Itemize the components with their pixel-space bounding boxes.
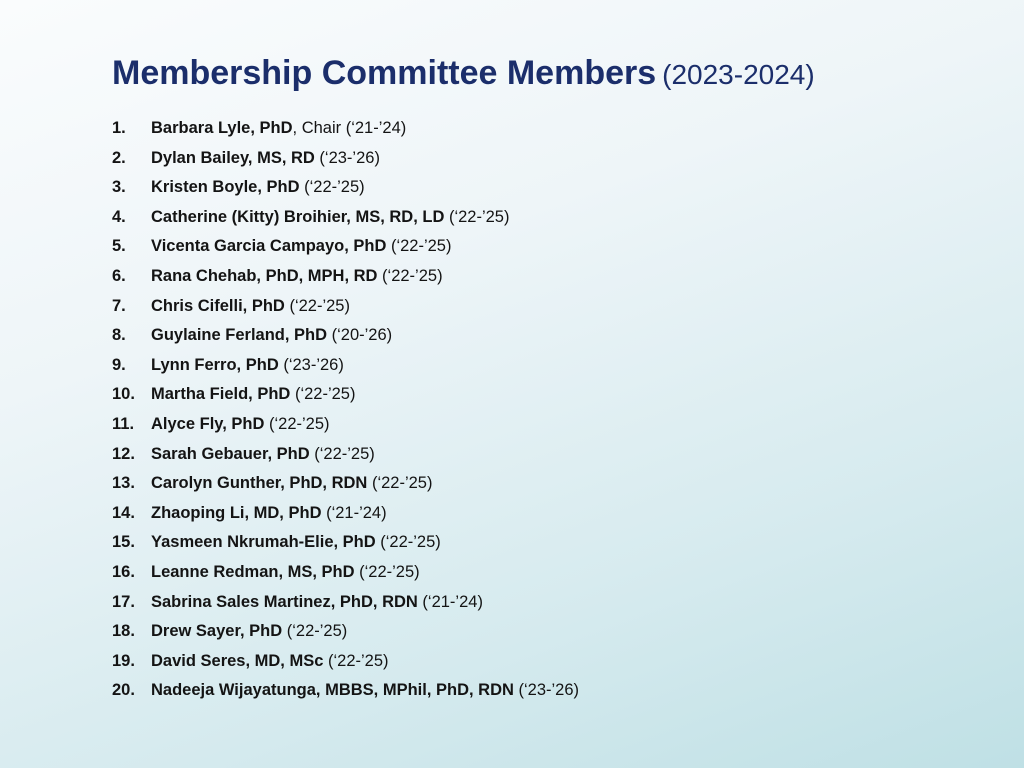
- member-term: (‘23-’26): [314, 148, 380, 167]
- member-name: Sarah Gebauer, PhD: [151, 444, 310, 463]
- member-name: Chris Cifelli, PhD: [151, 296, 285, 315]
- member-name: Leanne Redman, MS, PhD: [151, 562, 355, 581]
- member-number: 19.: [112, 651, 135, 670]
- member-term: (‘22-’25): [354, 562, 420, 581]
- member-number: 3.: [112, 178, 126, 197]
- member-name: Catherine (Kitty) Broihier, MS, RD, LD: [151, 207, 445, 226]
- list-item: [112, 292, 579, 322]
- member-number: 1.: [112, 119, 126, 137]
- list-item: [112, 499, 579, 529]
- member-role: , Chair: [292, 119, 342, 137]
- member-number: 18.: [112, 622, 135, 641]
- member-number: 10.: [112, 385, 135, 404]
- member-name: David Seres, MD, MSc: [151, 651, 324, 670]
- member-name: Zhaoping Li, MD, PhD: [151, 503, 322, 522]
- member-number: 7.: [112, 296, 126, 315]
- member-number: 11.: [112, 414, 135, 433]
- list-item: [112, 203, 579, 233]
- list-item: [112, 588, 579, 618]
- member-term: (‘20-’26): [327, 326, 393, 345]
- member-name: Barbara Lyle, PhD: [151, 119, 293, 137]
- member-name: Lynn Ferro, PhD: [151, 355, 279, 374]
- list-item: [112, 617, 579, 647]
- list-item: [112, 321, 579, 351]
- member-name: Rana Chehab, PhD, MPH, RD: [151, 266, 378, 285]
- title-main: Membership Committee Members: [112, 54, 657, 92]
- member-number: 9.: [112, 355, 126, 374]
- member-name: Nadeeja Wijayatunga, MBBS, MPhil, PhD, RDN: [151, 681, 514, 700]
- member-name: Guylaine Ferland, PhD: [151, 326, 328, 345]
- member-term: (‘22-’25): [284, 296, 350, 315]
- member-term: (‘22-’25): [377, 266, 443, 285]
- member-term: (‘22-’25): [444, 207, 510, 226]
- member-name: Kristen Boyle, PhD: [151, 178, 300, 197]
- member-number: 17.: [112, 592, 135, 611]
- member-name: Martha Field, PhD: [151, 385, 291, 404]
- member-name: Carolyn Gunther, PhD, RDN: [151, 474, 368, 493]
- member-list: [112, 114, 579, 706]
- member-number: 8.: [112, 326, 126, 345]
- member-name: Sabrina Sales Martinez, PhD, RDN: [151, 592, 418, 611]
- member-term: (‘23-’26): [278, 355, 344, 374]
- member-number: 5.: [112, 237, 126, 256]
- list-item: [112, 232, 579, 262]
- page-title: [112, 50, 815, 98]
- title-years: (2023-2024): [662, 59, 815, 90]
- list-item: [112, 351, 579, 381]
- member-term: (‘23-’26): [513, 681, 580, 700]
- member-name: Dylan Bailey, MS, RD: [151, 148, 315, 167]
- member-term: (‘22-’25): [264, 414, 330, 433]
- member-number: 2.: [112, 148, 126, 167]
- list-item: [112, 469, 579, 499]
- member-term: (‘22-’25): [299, 178, 365, 197]
- member-number: 20.: [112, 681, 135, 700]
- member-name: Yasmeen Nkrumah-Elie, PhD: [151, 533, 376, 552]
- list-item: [112, 410, 579, 440]
- member-number: 6.: [112, 266, 126, 285]
- member-number: 13.: [112, 474, 135, 493]
- member-term: (‘21-’24): [321, 503, 387, 522]
- member-number: 16.: [112, 562, 135, 581]
- list-item: [112, 647, 579, 677]
- member-term: (‘22-’25): [282, 622, 348, 641]
- list-item: [112, 114, 579, 144]
- list-item: [112, 440, 579, 470]
- member-name: Alyce Fly, PhD: [151, 414, 265, 433]
- member-term: (‘21-’24): [341, 119, 407, 137]
- member-number: 15.: [112, 533, 135, 552]
- list-item: [112, 144, 579, 174]
- member-term: (‘21-’24): [417, 592, 483, 611]
- member-number: 12.: [112, 444, 135, 463]
- member-term: (‘22-’25): [309, 444, 375, 463]
- member-term: (‘22-’25): [386, 237, 452, 256]
- list-item: [112, 262, 579, 292]
- member-term: (‘22-’25): [323, 651, 389, 670]
- member-term: (‘22-’25): [290, 385, 356, 404]
- list-item: [112, 558, 579, 588]
- list-item: [112, 380, 579, 410]
- list-item: [112, 528, 579, 558]
- list-item: [112, 676, 579, 706]
- member-name: Drew Sayer, PhD: [151, 622, 283, 641]
- member-number: 14.: [112, 503, 135, 522]
- member-number: 4.: [112, 207, 126, 226]
- member-term: (‘22-’25): [367, 474, 433, 493]
- member-term: (‘22-’25): [375, 533, 441, 552]
- member-name: Vicenta Garcia Campayo, PhD: [151, 237, 387, 256]
- list-item: [112, 173, 579, 203]
